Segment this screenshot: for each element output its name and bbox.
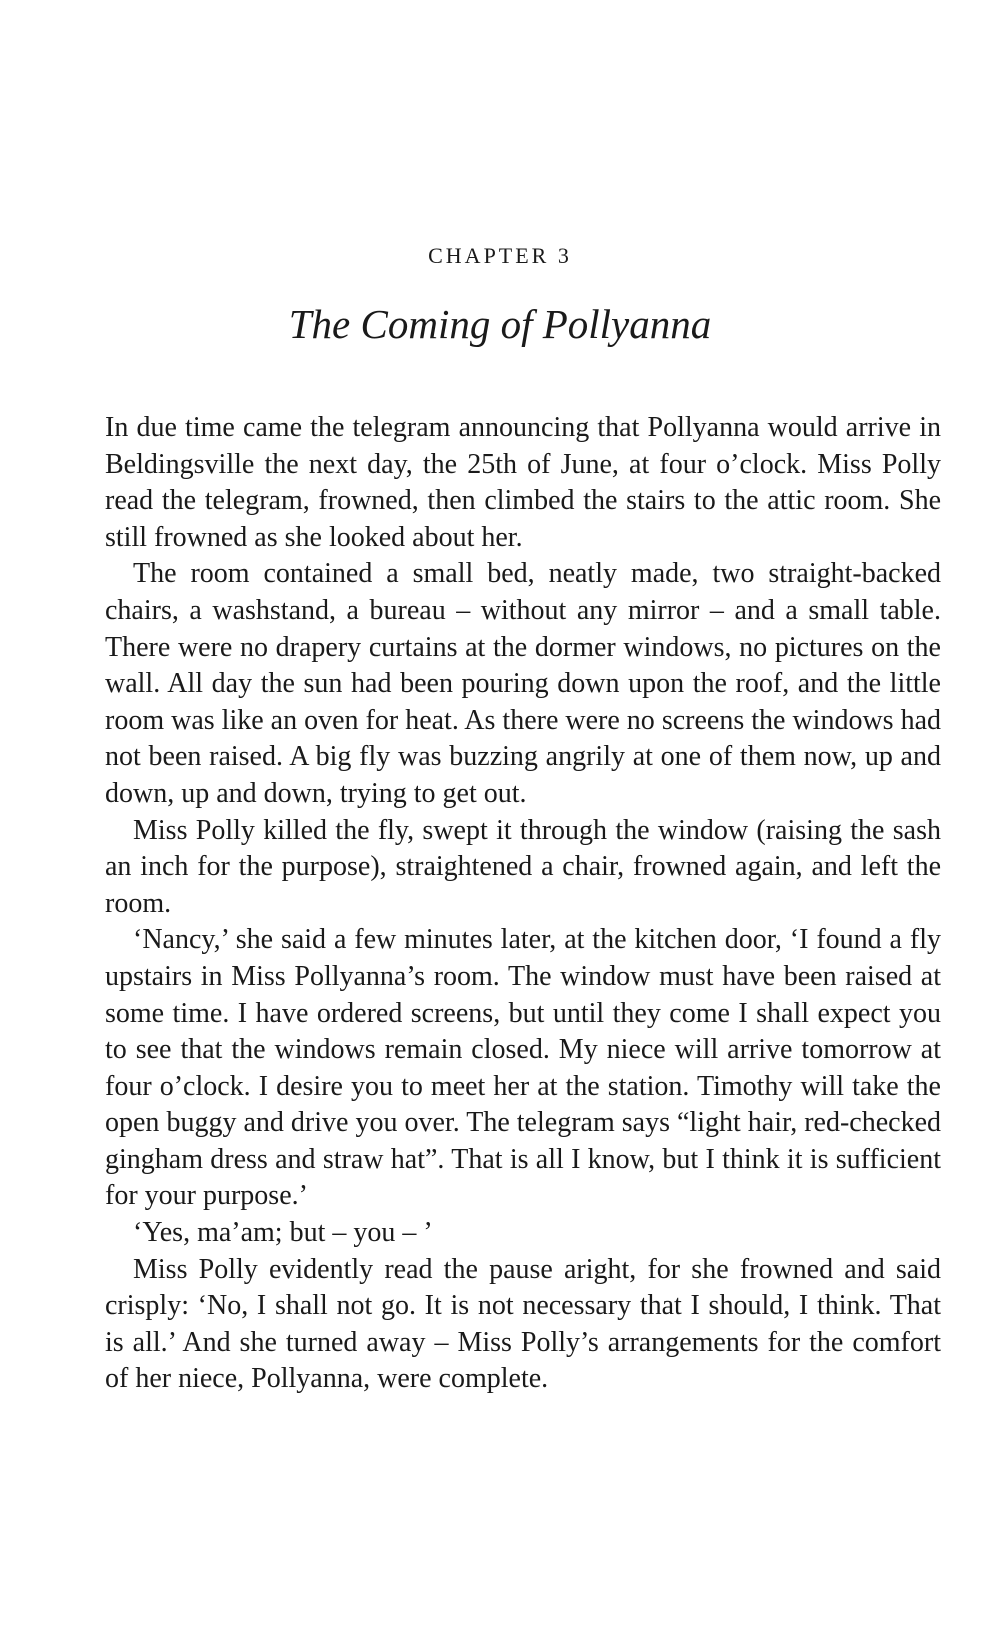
paragraph: ‘Yes, ma’am; but – you – ’ <box>133 1217 433 1249</box>
chapter-body <box>105 410 941 1398</box>
paragraph: Miss Polly evidently read the pause aright, for she frowned and said crisply: ‘No, I shall not go. It is not necessary that I should, I think. That is all.’ And she turned away – Miss Polly’s arrangements for the comfort of her niece, Pollyanna, were complete. <box>105 1253 941 1395</box>
chapter-label: CHAPTER 3 <box>428 243 572 268</box>
paragraph: ‘Nancy,’ she said a few minutes later, at the kitchen door, ‘I found a fly upstairs in Miss Pollyanna’s room. The window must have been raised at some time. I have ordered screens, but until they come I shall expect you to see that the windows remain closed. My niece will arrive tomorrow at four o’clock. I desire you to meet her at the station. Timothy will take the open buggy and drive you over. The telegram says “light hair, red-checked gingham dress and straw hat”. That is all I know, but I think it is sufficient for your purpose.’ <box>105 924 941 1212</box>
paragraph: Miss Polly killed the fly, swept it through the window (raising the sash an inch for the purpose), straightened a chair, frowned again, and left the room. <box>105 814 941 919</box>
paragraph: In due time came the telegram announcing that Pollyanna would arrive in Beldingsville the next day, the 25th of June, at four o’clock. Miss Polly read the telegram, frowned, then climbed the stairs to the attic room. She still frowned as she looked about her. <box>105 412 941 553</box>
chapter-title: The Coming of Pollyanna <box>288 301 712 347</box>
paragraph: The room contained a small bed, neatly made, two straight-backed chairs, a washstand, a bureau – without any mirror – and a small table. There were no drapery curtains at the dormer windows, no pictures on the wall. All day the sun had been pouring down upon the roof, and the little room was like an oven for heat. As there were no screens the windows had not been raised. A big fly was buzzing angrily at one of them now, up and down, up and down, trying to get out. <box>105 558 941 809</box>
